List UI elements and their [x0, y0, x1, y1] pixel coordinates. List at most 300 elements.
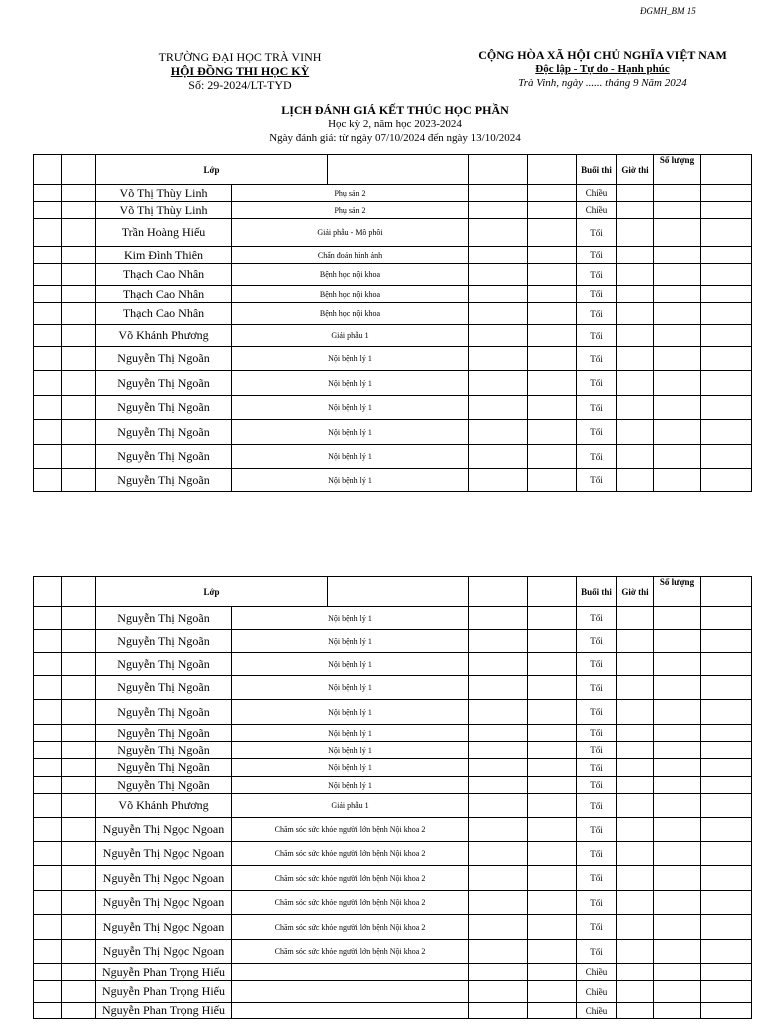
time-cell	[617, 607, 654, 630]
cell-blank	[62, 247, 96, 264]
table-row	[34, 866, 752, 891]
cell-blank	[701, 469, 752, 492]
cell-blank	[62, 264, 96, 286]
cell-blank	[528, 420, 577, 445]
session-cell: Chiều	[577, 964, 617, 981]
quantity-cell	[654, 725, 701, 742]
instructor-name-cell: Nguyễn Thị Ngọc Ngoan	[96, 866, 232, 891]
cell-blank	[34, 777, 62, 794]
header-cell-blank	[62, 155, 96, 185]
subject-cell: Nội bệnh lý 1	[232, 725, 469, 742]
cell-blank	[469, 264, 528, 286]
instructor-name-cell: Nguyễn Thị Ngọc Ngoan	[96, 915, 232, 940]
table-row	[34, 964, 752, 981]
cell-blank	[62, 396, 96, 420]
cell-blank	[34, 371, 62, 396]
time-cell	[617, 219, 654, 247]
cell-blank	[528, 371, 577, 396]
cell-blank	[701, 445, 752, 469]
quantity-cell	[654, 964, 701, 981]
subject-cell: Phụ sản 2	[232, 185, 469, 202]
cell-blank	[469, 818, 528, 842]
cell-blank	[469, 185, 528, 202]
cell-blank	[34, 264, 62, 286]
cell-blank	[34, 202, 62, 219]
header-cell-lop: Lớp	[96, 155, 328, 185]
header-cell-blank	[701, 155, 752, 185]
header-cell-buoi-thi: Buổi thi	[577, 577, 617, 607]
session-cell: Tối	[577, 347, 617, 371]
cell-blank	[34, 396, 62, 420]
instructor-name-cell: Nguyễn Thị Ngoãn	[96, 759, 232, 777]
time-cell	[617, 818, 654, 842]
cell-blank	[34, 445, 62, 469]
cell-blank	[469, 202, 528, 219]
time-cell	[617, 303, 654, 325]
cell-blank	[34, 700, 62, 725]
quantity-cell	[654, 202, 701, 219]
cell-blank	[469, 445, 528, 469]
cell-blank	[62, 866, 96, 891]
header-cell-so-luong: Số lượng	[654, 577, 701, 607]
cell-blank	[701, 818, 752, 842]
table-row	[34, 777, 752, 794]
subject-cell: Nội bệnh lý 1	[232, 777, 469, 794]
cell-blank	[469, 742, 528, 759]
cell-blank	[528, 818, 577, 842]
time-cell	[617, 264, 654, 286]
cell-blank	[62, 981, 96, 1003]
cell-blank	[34, 347, 62, 371]
time-cell	[617, 891, 654, 915]
cell-blank	[469, 759, 528, 777]
cell-blank	[34, 630, 62, 653]
header-cell-blank	[328, 155, 469, 185]
cell-blank	[469, 247, 528, 264]
session-cell: Tối	[577, 818, 617, 842]
quantity-cell	[654, 981, 701, 1003]
cell-blank	[528, 981, 577, 1003]
cell-blank	[469, 347, 528, 371]
header-cell-blank	[34, 577, 62, 607]
quantity-cell	[654, 700, 701, 725]
cell-blank	[34, 676, 62, 700]
session-cell: Tối	[577, 286, 617, 303]
header-cell-blank	[528, 577, 577, 607]
cell-blank	[701, 303, 752, 325]
cell-blank	[528, 759, 577, 777]
cell-blank	[34, 469, 62, 492]
cell-blank	[469, 607, 528, 630]
instructor-name-cell: Nguyễn Thị Ngoãn	[96, 700, 232, 725]
cell-blank	[34, 742, 62, 759]
cell-blank	[528, 742, 577, 759]
instructor-name-cell: Nguyễn Thị Ngoãn	[96, 653, 232, 676]
cell-blank	[701, 794, 752, 818]
cell-blank	[62, 653, 96, 676]
cell-blank	[62, 725, 96, 742]
table-row	[34, 247, 752, 264]
table-row	[34, 725, 752, 742]
cell-blank	[528, 247, 577, 264]
cell-blank	[528, 630, 577, 653]
table-row	[34, 759, 752, 777]
cell-blank	[34, 794, 62, 818]
quantity-cell	[654, 347, 701, 371]
cell-blank	[34, 866, 62, 891]
table-row	[34, 700, 752, 725]
header-cell-blank	[701, 577, 752, 607]
assessment-dates: Ngày đánh giá: từ ngày 07/10/2024 đến ngày 13/10/2024	[269, 132, 521, 144]
time-cell	[617, 725, 654, 742]
cell-blank	[469, 777, 528, 794]
instructor-name-cell: Nguyễn Thị Ngọc Ngoan	[96, 940, 232, 964]
time-cell	[617, 915, 654, 940]
subject-cell	[232, 981, 469, 1003]
university-name: TRƯỜNG ĐẠI HỌC TRÀ VINH	[158, 50, 322, 64]
instructor-name-cell: Trần Hoàng Hiếu	[96, 219, 232, 247]
cell-blank	[701, 1003, 752, 1019]
term-line: Học kỳ 2, năm học 2023-2024	[328, 118, 462, 130]
cell-blank	[701, 759, 752, 777]
header-cell-lop: Lớp	[96, 577, 328, 607]
cell-blank	[62, 777, 96, 794]
time-cell	[617, 202, 654, 219]
time-cell	[617, 185, 654, 202]
session-cell: Tối	[577, 420, 617, 445]
cell-blank	[701, 676, 752, 700]
cell-blank	[34, 759, 62, 777]
table-row	[34, 891, 752, 915]
cell-blank	[701, 185, 752, 202]
quantity-cell	[654, 891, 701, 915]
cell-blank	[469, 964, 528, 981]
session-cell: Tối	[577, 759, 617, 777]
cell-blank	[62, 891, 96, 915]
subject-cell: Chăm sóc sức khỏe người lớn bệnh Nội khoa 2	[232, 866, 469, 891]
table-row	[34, 303, 752, 325]
session-cell: Tối	[577, 607, 617, 630]
quantity-cell	[654, 286, 701, 303]
quantity-cell	[654, 325, 701, 347]
subject-cell: Chăm sóc sức khỏe người lớn bệnh Nội khoa 2	[232, 842, 469, 866]
cell-blank	[528, 653, 577, 676]
session-cell: Tối	[577, 700, 617, 725]
subject-cell: Chăm sóc sức khỏe người lớn bệnh Nội khoa 2	[232, 818, 469, 842]
quantity-cell	[654, 469, 701, 492]
subject-cell: Bệnh học nội khoa	[232, 303, 469, 325]
cell-blank	[62, 445, 96, 469]
instructor-name-cell: Nguyễn Thị Ngoãn	[96, 396, 232, 420]
quantity-cell	[654, 185, 701, 202]
subject-cell: Bệnh học nội khoa	[232, 264, 469, 286]
time-cell	[617, 286, 654, 303]
header-cell-blank	[469, 577, 528, 607]
time-cell	[617, 777, 654, 794]
cell-blank	[528, 915, 577, 940]
cell-blank	[469, 981, 528, 1003]
republic-name: CỘNG HÒA XÃ HỘI CHỦ NGHĨA VIỆT NAM	[478, 48, 727, 62]
instructor-name-cell: Võ Thị Thùy Linh	[96, 202, 232, 219]
session-cell: Tối	[577, 264, 617, 286]
subject-cell: Nội bệnh lý 1	[232, 420, 469, 445]
table-row	[34, 347, 752, 371]
cell-blank	[469, 396, 528, 420]
cell-blank	[62, 630, 96, 653]
form-code: ĐGMH_BM 15	[640, 6, 696, 16]
subject-cell: Chăm sóc sức khỏe người lớn bệnh Nội khoa 2	[232, 915, 469, 940]
time-cell	[617, 445, 654, 469]
table-row	[34, 325, 752, 347]
cell-blank	[34, 981, 62, 1003]
table-row	[34, 371, 752, 396]
session-cell: Tối	[577, 630, 617, 653]
cell-blank	[701, 842, 752, 866]
cell-blank	[62, 794, 96, 818]
subject-cell: Phụ sản 2	[232, 202, 469, 219]
cell-blank	[469, 219, 528, 247]
quantity-cell	[654, 940, 701, 964]
header-cell-blank	[528, 155, 577, 185]
cell-blank	[701, 325, 752, 347]
instructor-name-cell: Võ Khánh Phương	[96, 794, 232, 818]
quantity-cell	[654, 777, 701, 794]
cell-blank	[469, 325, 528, 347]
header-cell-blank	[62, 577, 96, 607]
cell-blank	[62, 371, 96, 396]
table-row	[34, 185, 752, 202]
session-cell: Tối	[577, 676, 617, 700]
cell-blank	[62, 818, 96, 842]
instructor-name-cell: Nguyễn Thị Ngoãn	[96, 742, 232, 759]
cell-blank	[528, 777, 577, 794]
time-cell	[617, 700, 654, 725]
table-row	[34, 981, 752, 1003]
table-row	[34, 653, 752, 676]
table-row	[34, 794, 752, 818]
instructor-name-cell: Nguyễn Phan Trọng Hiếu	[96, 981, 232, 1003]
cell-blank	[701, 725, 752, 742]
cell-blank	[62, 469, 96, 492]
table-row	[34, 469, 752, 492]
cell-blank	[528, 286, 577, 303]
cell-blank	[34, 303, 62, 325]
cell-blank	[62, 303, 96, 325]
quantity-cell	[654, 653, 701, 676]
instructor-name-cell: Thạch Cao Nhân	[96, 303, 232, 325]
cell-blank	[528, 325, 577, 347]
cell-blank	[469, 371, 528, 396]
session-cell: Tối	[577, 940, 617, 964]
table-row	[34, 842, 752, 866]
cell-blank	[701, 891, 752, 915]
subject-cell: Nội bệnh lý 1	[232, 676, 469, 700]
cell-blank	[701, 866, 752, 891]
quantity-cell	[654, 866, 701, 891]
cell-blank	[34, 891, 62, 915]
cell-blank	[469, 286, 528, 303]
table-header-row	[34, 155, 752, 185]
cell-blank	[528, 700, 577, 725]
cell-blank	[528, 607, 577, 630]
time-cell	[617, 247, 654, 264]
table-row	[34, 1003, 752, 1019]
subject-cell: Chăm sóc sức khỏe người lớn bệnh Nội khoa 2	[232, 940, 469, 964]
time-cell	[617, 420, 654, 445]
cell-blank	[34, 185, 62, 202]
time-cell	[617, 842, 654, 866]
table-row	[34, 607, 752, 630]
cell-blank	[701, 964, 752, 981]
cell-blank	[34, 818, 62, 842]
document-title-block	[160, 103, 630, 145]
header-cell-gio-thi: Giờ thi	[617, 577, 654, 607]
cell-blank	[34, 1003, 62, 1019]
cell-blank	[62, 185, 96, 202]
cell-blank	[62, 219, 96, 247]
cell-blank	[34, 940, 62, 964]
cell-blank	[469, 303, 528, 325]
time-cell	[617, 653, 654, 676]
cell-blank	[62, 325, 96, 347]
table-row	[34, 286, 752, 303]
time-cell	[617, 866, 654, 891]
schedule-table-2	[33, 576, 752, 1019]
header-cell-so-luong: Số lượng	[654, 155, 701, 185]
cell-blank	[34, 219, 62, 247]
cell-blank	[62, 700, 96, 725]
cell-blank	[528, 396, 577, 420]
cell-blank	[701, 247, 752, 264]
session-cell: Tối	[577, 371, 617, 396]
cell-blank	[701, 653, 752, 676]
table-row	[34, 676, 752, 700]
quantity-cell	[654, 842, 701, 866]
table-row	[34, 202, 752, 219]
cell-blank	[701, 607, 752, 630]
session-cell: Tối	[577, 303, 617, 325]
cell-blank	[528, 964, 577, 981]
session-cell: Tối	[577, 742, 617, 759]
cell-blank	[469, 940, 528, 964]
session-cell: Tối	[577, 794, 617, 818]
instructor-name-cell: Nguyễn Thị Ngoãn	[96, 607, 232, 630]
table-row	[34, 219, 752, 247]
table-row	[34, 940, 752, 964]
cell-blank	[528, 842, 577, 866]
table-row	[34, 396, 752, 420]
time-cell	[617, 469, 654, 492]
cell-blank	[34, 420, 62, 445]
subject-cell	[232, 964, 469, 981]
subject-cell: Nội bệnh lý 1	[232, 653, 469, 676]
cell-blank	[701, 371, 752, 396]
cell-blank	[701, 915, 752, 940]
quantity-cell	[654, 445, 701, 469]
cell-blank	[34, 653, 62, 676]
quantity-cell	[654, 607, 701, 630]
cell-blank	[701, 742, 752, 759]
cell-blank	[62, 742, 96, 759]
session-cell: Chiều	[577, 202, 617, 219]
instructor-name-cell: Nguyễn Thị Ngoãn	[96, 777, 232, 794]
cell-blank	[469, 794, 528, 818]
subject-cell: Chăm sóc sức khỏe người lớn bệnh Nội khoa 2	[232, 891, 469, 915]
quantity-cell	[654, 247, 701, 264]
instructor-name-cell: Nguyễn Thị Ngoãn	[96, 445, 232, 469]
cell-blank	[469, 676, 528, 700]
quantity-cell	[654, 420, 701, 445]
cell-blank	[62, 915, 96, 940]
cell-blank	[34, 842, 62, 866]
cell-blank	[528, 891, 577, 915]
cell-blank	[469, 420, 528, 445]
header-cell-buoi-thi: Buổi thi	[577, 155, 617, 185]
cell-blank	[62, 964, 96, 981]
quantity-cell	[654, 1003, 701, 1019]
subject-cell: Giải phẫu 1	[232, 325, 469, 347]
instructor-name-cell: Nguyễn Phan Trọng Hiếu	[96, 1003, 232, 1019]
subject-cell: Nội bệnh lý 1	[232, 445, 469, 469]
cell-blank	[528, 185, 577, 202]
session-cell: Tối	[577, 915, 617, 940]
header-left	[120, 50, 360, 92]
table-row	[34, 445, 752, 469]
cell-blank	[528, 264, 577, 286]
subject-cell: Nội bệnh lý 1	[232, 607, 469, 630]
quantity-cell	[654, 759, 701, 777]
cell-blank	[528, 347, 577, 371]
cell-blank	[469, 891, 528, 915]
cell-blank	[528, 445, 577, 469]
instructor-name-cell: Nguyễn Phan Trọng Hiếu	[96, 964, 232, 981]
header-cell-blank	[328, 577, 469, 607]
cell-blank	[62, 420, 96, 445]
instructor-name-cell: Nguyễn Thị Ngoãn	[96, 725, 232, 742]
instructor-name-cell: Nguyễn Thị Ngoãn	[96, 420, 232, 445]
instructor-name-cell: Nguyễn Thị Ngọc Ngoan	[96, 818, 232, 842]
cell-blank	[62, 759, 96, 777]
session-cell: Tối	[577, 396, 617, 420]
cell-blank	[469, 866, 528, 891]
session-cell: Tối	[577, 653, 617, 676]
header-cell-blank	[34, 155, 62, 185]
table-row	[34, 915, 752, 940]
time-cell	[617, 630, 654, 653]
session-cell: Tối	[577, 325, 617, 347]
session-cell: Tối	[577, 469, 617, 492]
cell-blank	[701, 700, 752, 725]
cell-blank	[701, 264, 752, 286]
subject-cell: Nội bệnh lý 1	[232, 700, 469, 725]
time-cell	[617, 964, 654, 981]
session-cell: Tối	[577, 777, 617, 794]
subject-cell: Bệnh học nội khoa	[232, 286, 469, 303]
table-row	[34, 630, 752, 653]
session-cell: Chiều	[577, 185, 617, 202]
time-cell	[617, 794, 654, 818]
cell-blank	[469, 1003, 528, 1019]
cell-blank	[469, 915, 528, 940]
quantity-cell	[654, 396, 701, 420]
table-row	[34, 264, 752, 286]
cell-blank	[34, 725, 62, 742]
session-cell: Tối	[577, 891, 617, 915]
cell-blank	[469, 700, 528, 725]
session-cell: Chiều	[577, 1003, 617, 1019]
quantity-cell	[654, 219, 701, 247]
cell-blank	[701, 981, 752, 1003]
